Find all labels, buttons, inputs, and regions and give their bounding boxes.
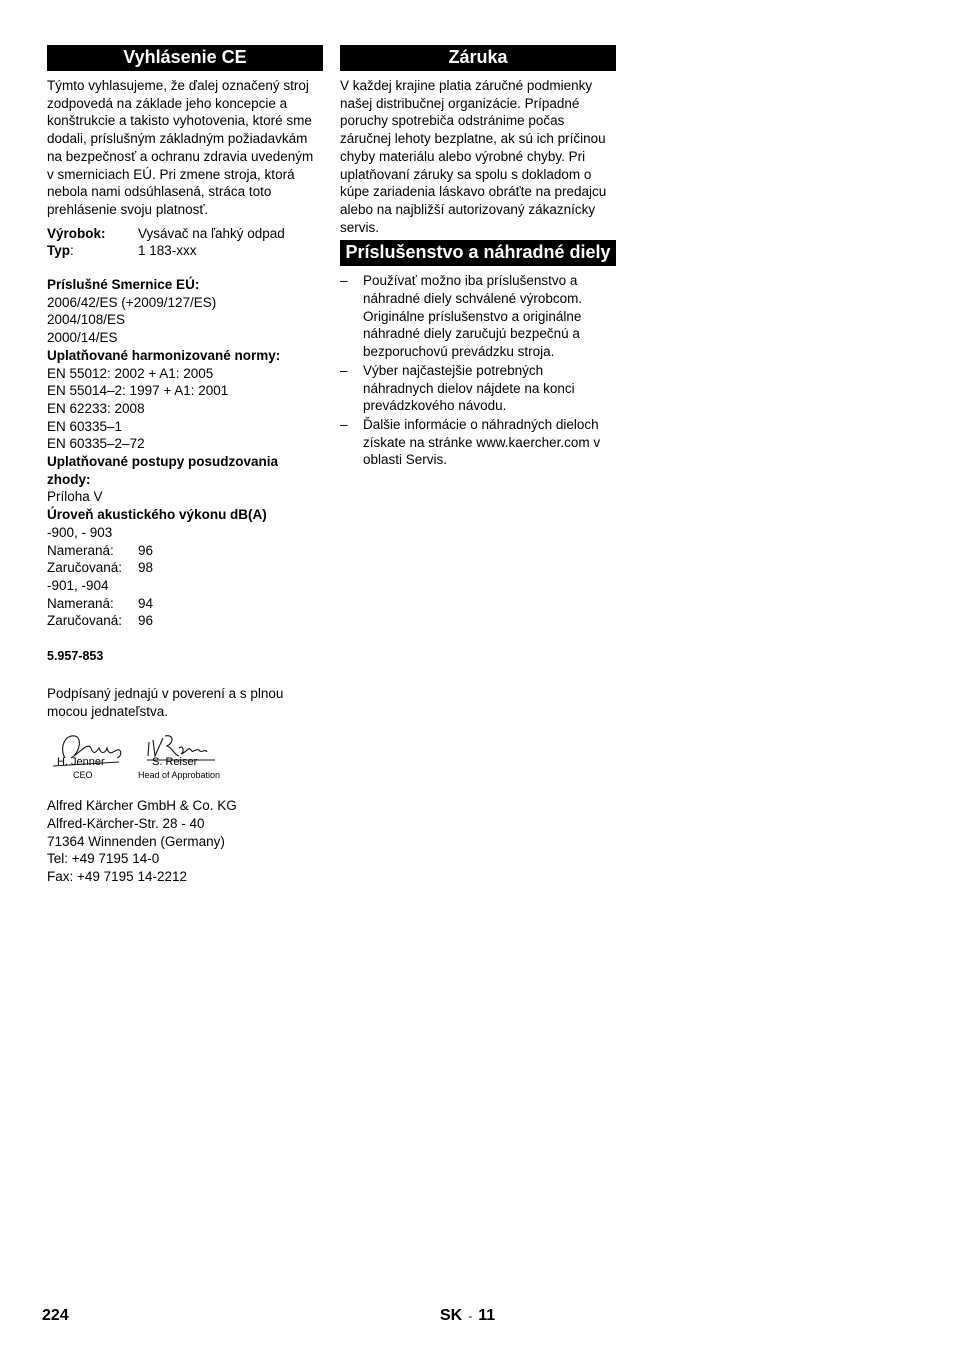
page-number: 224 [42, 1307, 69, 1324]
signer-role: Head of Approbation [138, 770, 221, 781]
norms-heading: Uplatňované harmonizované normy: [47, 347, 281, 363]
guaranteed-value: 96 [138, 613, 154, 629]
list-item [340, 362, 616, 415]
directives-heading: Príslušné Smernice EÚ: [47, 277, 200, 293]
measured-row [47, 595, 323, 613]
dash-bullet: – [340, 362, 348, 378]
address-line: Alfred-Kärcher-Str. 28 - 40 [47, 815, 205, 831]
product-info [47, 225, 323, 260]
list-item-text: Ďalšie informácie o náhradných dieloch získate na stránke www.kaercher.com v oblasti Servis. [363, 416, 601, 468]
directive-item: 2006/42/ES (+2009/127/ES) [47, 294, 217, 310]
ce-declaration-heading: Vyhlásenie CE [47, 45, 323, 71]
sound-heading: Úroveň akustického výkonu dB(A) [47, 507, 267, 523]
measured-value: 96 [138, 542, 154, 558]
list-item [340, 416, 616, 469]
section-page-label [440, 1306, 495, 1326]
warranty-heading: Záruka [340, 45, 616, 71]
document-number: 5.957-853 [47, 649, 104, 664]
guaranteed-value: 98 [138, 560, 154, 576]
directive-item: 2004/108/ES [47, 312, 126, 328]
signatures [47, 728, 323, 804]
measured-value: 94 [138, 595, 154, 611]
type-label: Typ [47, 243, 70, 259]
directive-item: 2000/14/ES [47, 330, 118, 346]
accessories-heading: Príslušenstvo a náhradné diely [340, 240, 616, 266]
type-value: 1 183-xxx [138, 243, 197, 259]
measured-row [47, 542, 323, 560]
procedure-heading: Uplatňované postupy posudzovania zhody: [47, 454, 279, 487]
norm-item: EN 62233: 2008 [47, 400, 145, 416]
company-address [47, 797, 323, 886]
address-line: Fax: +49 7195 14-2212 [47, 869, 187, 885]
directives-block [47, 276, 323, 347]
product-value: Vysávač na ľahký odpad [138, 225, 285, 241]
signature-jenner [51, 728, 131, 781]
signer-name: S. Reiser [152, 756, 198, 769]
signed-statement: Podpísaný jednajú v poverení a s plnou mocou jednateľstva. [47, 685, 284, 719]
product-row [47, 225, 323, 243]
left-column [47, 45, 323, 886]
norm-item: EN 60335–2–72 [47, 436, 145, 452]
norm-item: EN 60335–1 [47, 418, 123, 434]
sound-group-label: -901, -904 [47, 577, 109, 593]
measured-label: Nameraná: [47, 542, 114, 558]
signer-name: H. Jenner [57, 756, 105, 769]
separator: - [468, 1309, 473, 1323]
language-code: SK [440, 1307, 463, 1324]
procedure-block [47, 453, 323, 506]
list-item [340, 272, 616, 361]
sound-block [47, 506, 323, 630]
norms-block [47, 347, 323, 453]
list-item-text: Výber najčastejšie potrebných náhradnych dielov nájdete na konci prevádzkového návodu. [363, 362, 575, 414]
product-label: Výrobok: [47, 225, 106, 241]
address-line: 71364 Winnenden (Germany) [47, 833, 225, 849]
list-item-text: Používať možno iba príslušenstvo a náhradné diely schválené výrobcom. Originálne príslušenstvo a originálne náhradné diely zaručujú bezpečnú a bezporuchovú prevádzku stroja. [363, 273, 583, 360]
warranty-paragraph: V každej krajine platia záručné podmienky našej distribučnej organizácie. Prípadné poruchy spotrebiča odstránime počas záručnej lehoty bezplatne, ak sú ich príčinou chyby materiálu alebo výrobné chyby. Pri uplatňovaní záruky sa spolu s dokladom o kúpe zariadenia láskavo obráťte na predajcu alebo na najbližší autorizovaný zákaznícky servis. [340, 78, 607, 235]
accessories-list [340, 272, 616, 469]
right-column [340, 45, 616, 470]
guaranteed-row [47, 559, 323, 577]
sound-group-label: -900, - 903 [47, 524, 113, 540]
address-line: Tel: +49 7195 14-0 [47, 851, 160, 867]
guaranteed-label: Zaručovaná: [47, 613, 123, 629]
norm-item: EN 55014–2: 1997 + A1: 2001 [47, 383, 229, 399]
type-row [47, 242, 323, 260]
signer-role: CEO [73, 770, 93, 781]
section-page-number: 11 [478, 1307, 496, 1324]
dash-bullet: – [340, 273, 348, 289]
dash-bullet: – [340, 416, 348, 432]
norm-item: EN 55012: 2002 + A1: 2005 [47, 365, 214, 381]
guaranteed-label: Zaručovaná: [47, 560, 123, 576]
measured-label: Nameraná: [47, 595, 114, 611]
address-line: Alfred Kärcher GmbH & Co. KG [47, 798, 237, 814]
type-colon: : [70, 243, 74, 259]
procedure-value: Príloha V [47, 489, 103, 505]
signature-reiser [138, 728, 223, 781]
guaranteed-row [47, 612, 323, 630]
ce-intro-paragraph: Týmto vyhlasujeme, že ďalej označený stroj zodpovedá na základe jeho koncepcie a konštrukcie a takisto vyhotovenia, ktoré sme dodali, príslušným základným požiadavkám na bezpečnosť a ochranu zdravia uvedeným v smerniciach EÚ. Pri zmene stroja, ktorá nebola nami odsúhlasená, stráca toto prehlásenie svoju platnosť. [47, 78, 314, 217]
